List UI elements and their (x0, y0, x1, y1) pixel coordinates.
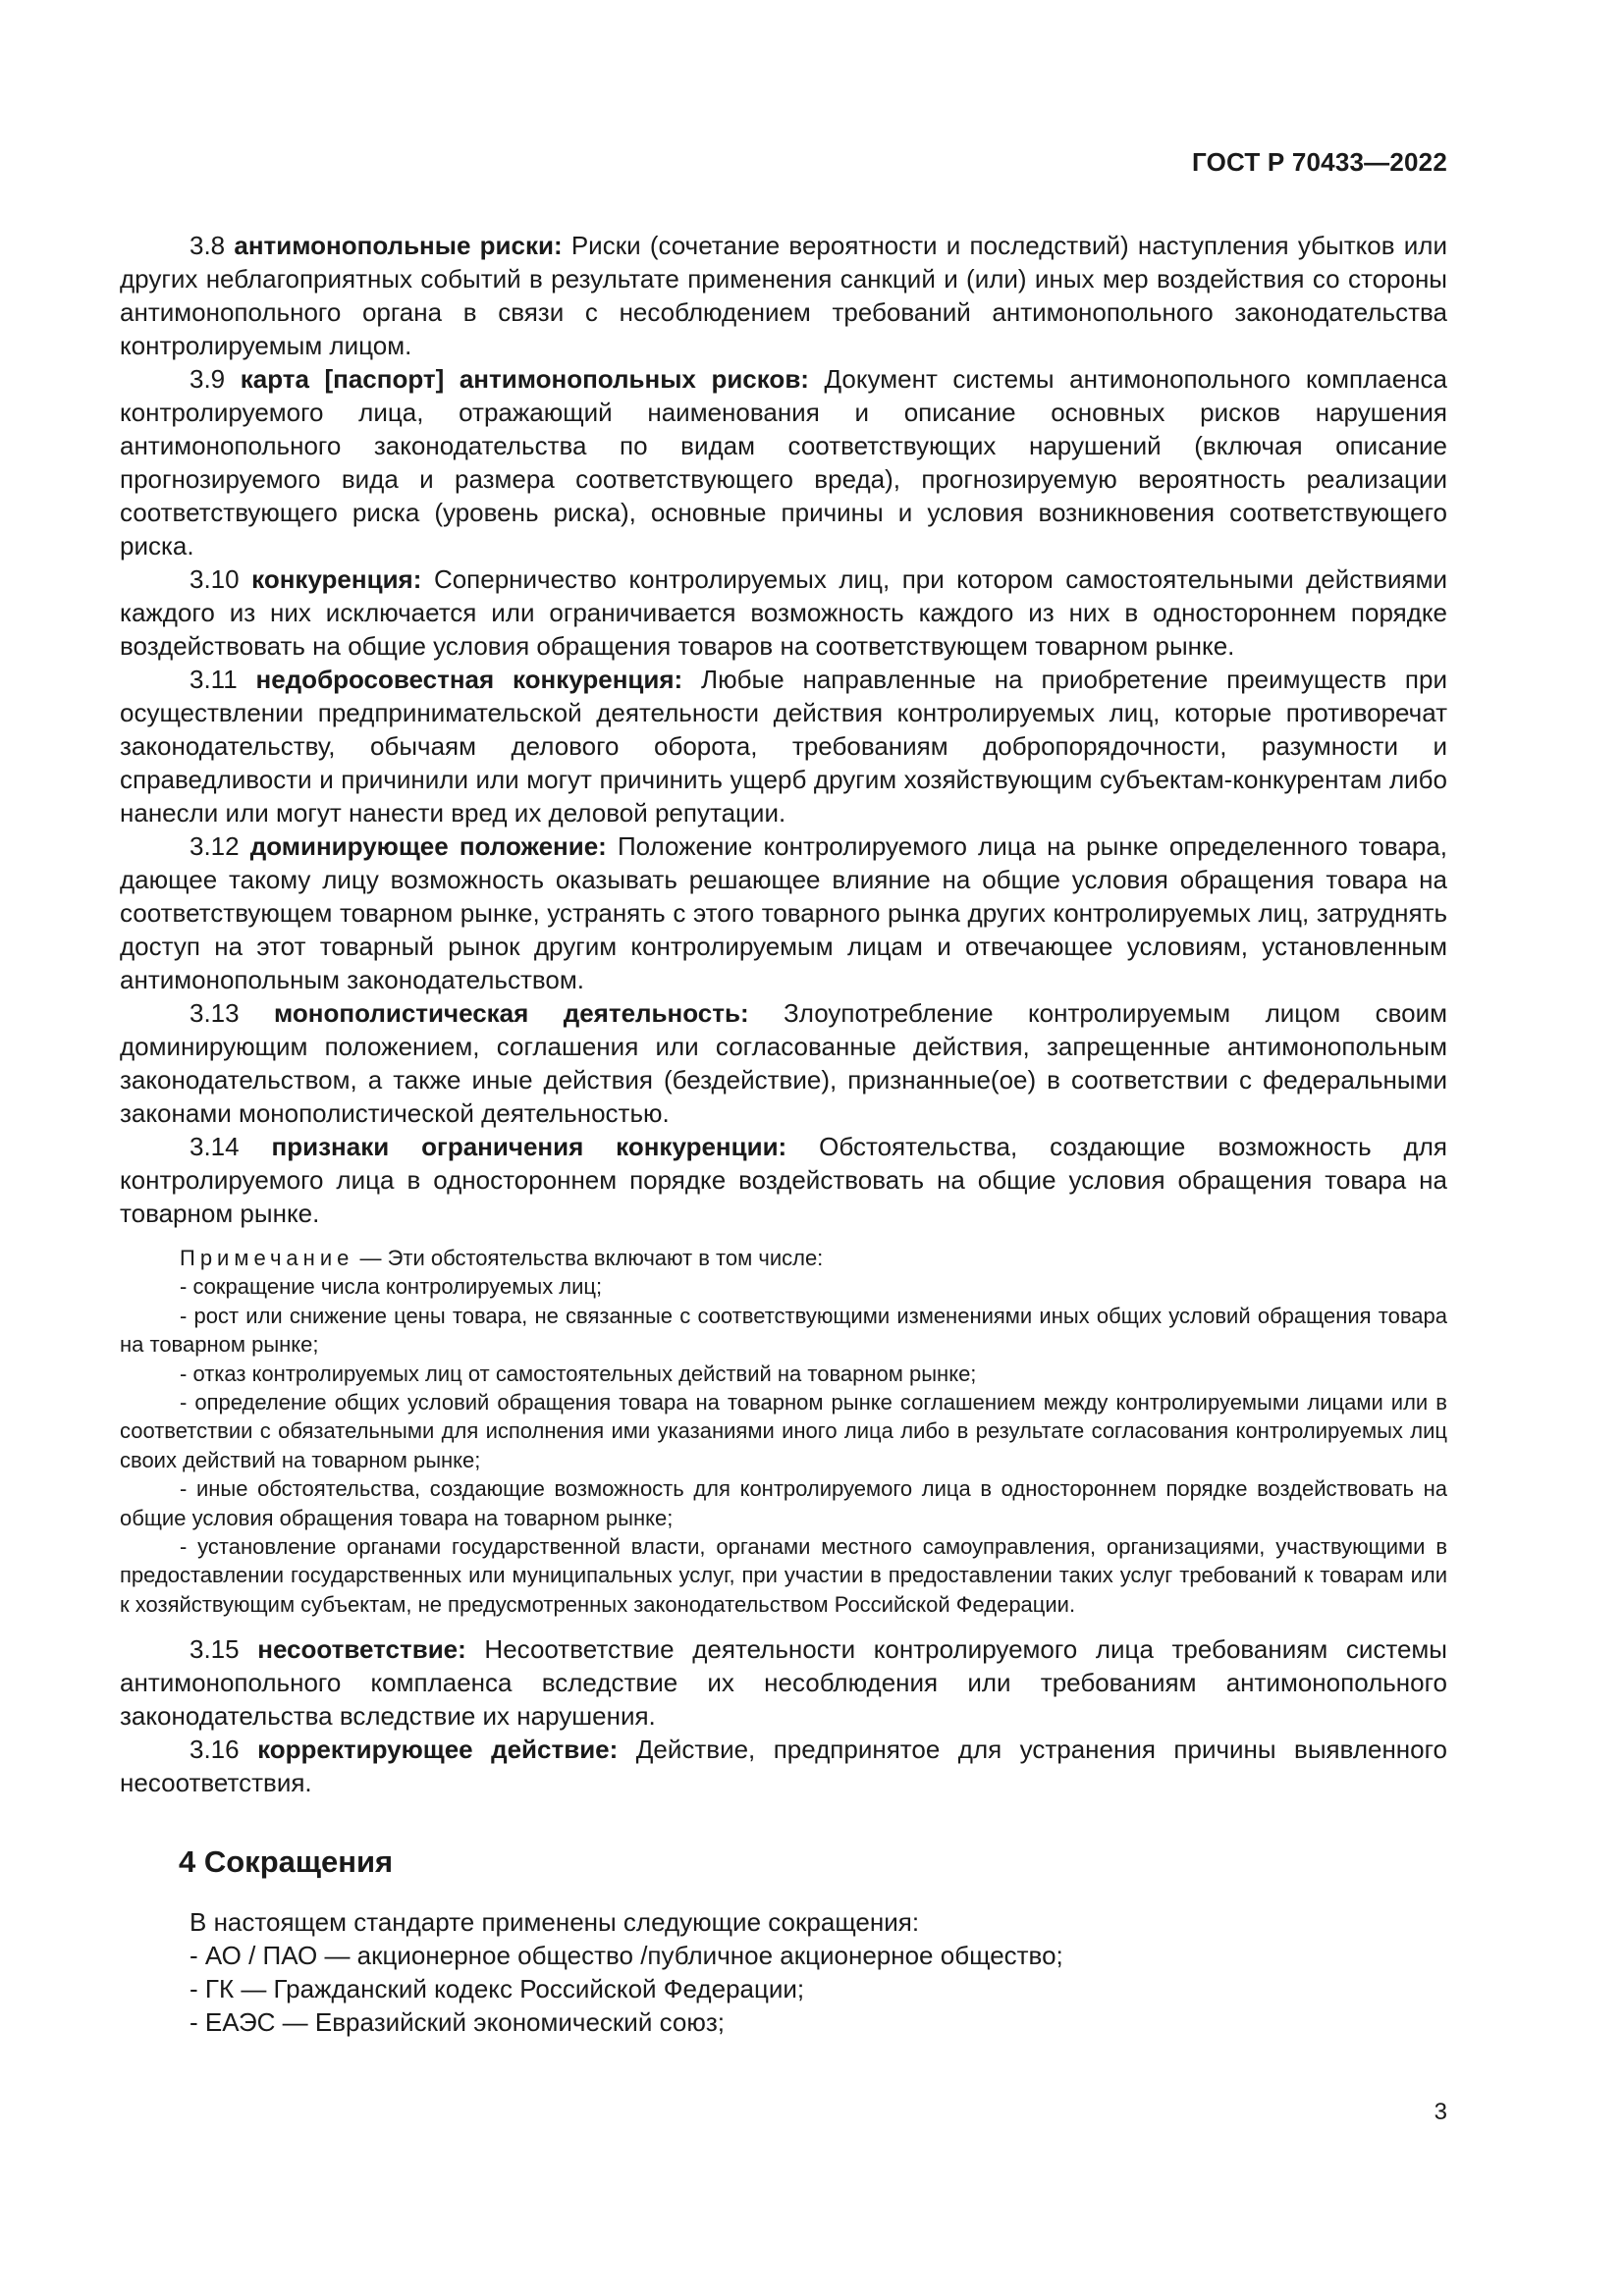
term-3-9: 3.9 карта [паспорт] антимонопольных рисков: Документ системы антимонопольного комплаенса контролируемого лица, отражающий наименования и описание основных рисков нарушения антимонопольного законодательства по видам соответствующих нарушений (включая описание прогнозируемого вида и размера соответствующего вреда), прогнозируемую вероятность реализации соответствующего риска (уровень риска), основные причины и условия возникновения соответствующего риска. (120, 364, 1447, 561)
abbreviations-list (120, 1905, 1447, 2039)
term-3-10: 3.10 конкуренция: Соперничество контролируемых лиц, при котором самостоятельными действиями каждого из них исключается или ограничивается возможность каждого из них в одностороннем порядке воздействовать на общие условия обращения товаров на соответствующем товарном рынке. (120, 564, 1447, 661)
note-item: - установление органами государственной власти, органами местного самоуправления, организациями, участвующими в предоставлении государственных или муниципальных услуг, при участии в предоставлении таких услуг требований к товарам или к хозяйствующим субъектам, не предусмотренных законодательством Российской Федерации. (120, 1534, 1447, 1617)
section-heading-abbreviations: 4 Сокращения (179, 1844, 394, 1880)
term-3-16: 3.16 корректирующее действие: Действие, предпринятое для устранения причины выявленного несоответствия. (120, 1735, 1447, 1798)
abbreviation-item: - ЕАЭС — Евразийский экономический союз; (189, 2007, 725, 2038)
abbreviation-item: - АО / ПАО — акционерное общество /публичное акционерное общество; (189, 1941, 1063, 1971)
abbreviation-item: - ГК — Гражданский кодекс Российской Федерации; (189, 1974, 805, 2004)
term-3-15: 3.15 несоответствие: Несоответствие деятельности контролируемого лица требованиям системы антимонопольного комплаенса вследствие их несоблюдения или требованиям антимонопольного законодательства вследствие их нарушения. (120, 1634, 1447, 1732)
page-number: 3 (1434, 2099, 1447, 2125)
note-item: - сокращение числа контролируемых лиц; (180, 1274, 603, 1300)
note-item: - рост или снижение цены товара, не связанные с соответствующими изменениями иных общих условий обращения товара на товарном рынке; (120, 1303, 1447, 1358)
note-item: - иные обстоятельства, создающие возможность для контролируемого лица в одностороннем порядке воздействовать на общие условия обращения товара на товарном рынке; (120, 1476, 1447, 1530)
term-3-11: 3.11 недобросовестная конкуренция: Любые направленные на приобретение преимуществ при осуществлении предпринимательской деятельности действия контролируемых лиц, которые противоречат законодательству, обычаям делового оборота, требованиям добропорядочности, разумности и справедливости и причинили или могут причинить ущерб другим хозяйствующим субъектам-конкурентам либо нанесли или могут нанести вред их деловой репутации. (120, 665, 1447, 828)
abbreviations-intro: В настоящем стандарте применены следующие сокращения: (189, 1907, 920, 1938)
term-3-14: 3.14 признаки ограничения конкуренции: Обстоятельства, создающие возможность для контролируемого лица в одностороннем порядке воздействовать на общие условия обращения товара на товарном рынке. (120, 1132, 1447, 1228)
note-item: - отказ контролируемых лиц от самостоятельных действий на товарном рынке; (180, 1361, 977, 1386)
terms-section (120, 229, 1447, 1799)
term-3-8: 3.8 антимонопольные риски: Риски (сочетание вероятности и последствий) наступления убытков или других неблагоприятных событий в результате применения санкций и (или) иных мер воздействия со стороны антимонопольного органа в связи с несоблюдением требований антимонопольного законодательства контролируемым лицом. (120, 231, 1447, 360)
document-code: ГОСТ Р 70433—2022 (1192, 147, 1447, 177)
term-3-13: 3.13 монополистическая деятельность: Злоупотребление контролируемым лицом своим доминирующим положением, соглашения или согласованные действия, запрещенные антимонопольным законодательством, а также иные действия (бездействие), признанные(ое) в соответствии с федеральными законами монополистической деятельностью. (120, 998, 1447, 1128)
note-label: Примечание (180, 1246, 354, 1270)
note-intro: Примечание — Эти обстоятельства включают в том числе: (180, 1246, 824, 1270)
term-3-12: 3.12 доминирующее положение: Положение контролируемого лица на рынке определенного товара, дающее такому лицу возможность оказывать решающее влияние на общие условия обращения товара на соответствующем товарном рынке, устранять с этого товарного рынка других контролируемых лиц, затруднять доступ на этот товарный рынок другим контролируемым лицам и отвечающее условиям, установленным антимонопольным законодательством. (120, 831, 1447, 994)
note-item: - определение общих условий обращения товара на товарном рынке соглашением между контролируемыми лицами или в соответствии с обязательными для исполнения ими указаниями иного лица либо в результате согласования контролируемых лиц своих действий на товарном рынке; (120, 1390, 1447, 1472)
note-block (120, 1244, 1447, 1619)
